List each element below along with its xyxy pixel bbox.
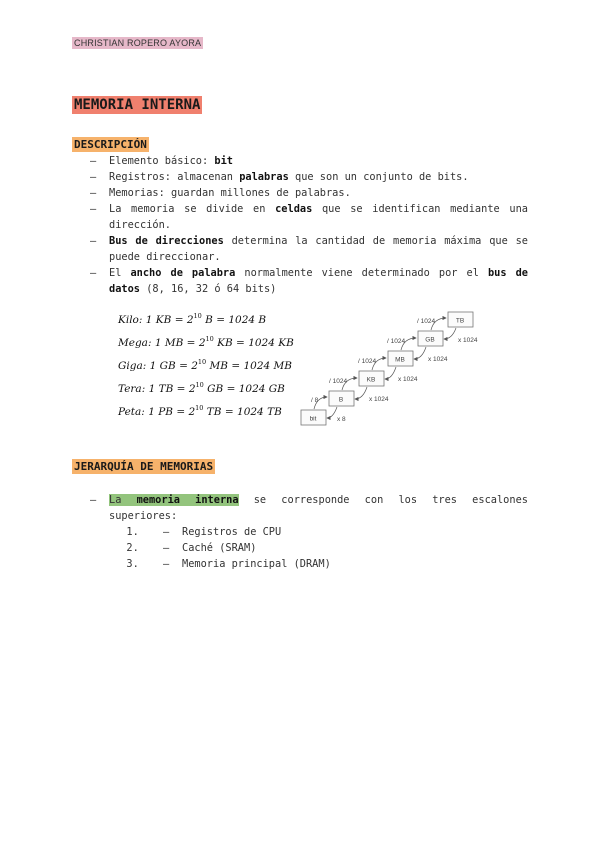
list-item: – Bus de direcciones determina la cantidad de memoria máxima que se puede direccionar. — [72, 233, 528, 265]
box-label: TB — [455, 317, 465, 325]
unit-conversion-diagram — [298, 308, 488, 432]
list-item: – El ancho de palabra normalmente viene determinado por el bus de datos (8, 16, 32 ó 64 bits) — [72, 265, 528, 297]
list-item: – 2. Caché (SRAM) — [145, 540, 528, 556]
section-heading-descripcion: DESCRIPCIÓN — [74, 138, 147, 151]
box-label: B — [338, 396, 344, 404]
formula-peta: Peta: 1 PB = $2^{10}$ TB = 1024 TB — [118, 404, 282, 418]
multiply-label: x 1024 — [458, 337, 478, 344]
arrow-down — [414, 347, 426, 359]
list-item: – Elemento básico: bit — [72, 153, 528, 169]
formula-kilo: Kilo: 1 KB = $2^{10}$ B = 1024 B — [118, 312, 267, 326]
descripcion-list — [72, 153, 528, 297]
formula-giga: Giga: 1 GB = $2^{10}$ MB = 1024 MB — [118, 358, 293, 372]
arrow-down — [327, 407, 337, 418]
section-heading-jerarquia: JERARQUÍA DE MEMORIAS — [74, 460, 214, 473]
divide-label: / 1024 — [417, 318, 436, 325]
box-label: bit — [309, 415, 317, 423]
divide-label: / 1024 — [358, 358, 377, 365]
list-item: – 3. Memoria principal (DRAM) — [145, 556, 528, 572]
author-name: CHRISTIAN ROPERO AYORA — [74, 38, 202, 48]
list-item: – 1. Registros de CPU — [145, 524, 528, 540]
multiply-label: x 1024 — [398, 376, 418, 383]
hierarchy-levels — [109, 524, 528, 572]
box-label: MB — [395, 356, 405, 364]
divide-label: / 8 — [311, 397, 319, 404]
list-item: – Registros: almacenan palabras que son un conjunto de bits. — [72, 169, 528, 185]
arrow-down — [385, 367, 396, 379]
formula-mega: Mega: 1 MB = $2^{10}$ KB = 1024 KB — [118, 335, 294, 349]
box-label: GB — [425, 336, 435, 344]
multiply-label: x 1024 — [428, 356, 448, 363]
divide-label: / 1024 — [329, 378, 348, 385]
list-item: – La memoria interna se corresponde con los tres escalones superiores: – 1. Registros de CPU – 2. Caché (SRAM) – 3. Memoria principal (DRAM) — [72, 492, 528, 572]
unit-formulas — [118, 305, 294, 420]
divide-label: / 1024 — [387, 338, 406, 345]
jerarquia-list — [72, 492, 528, 572]
formula-tera: Tera: 1 TB = $2^{10}$ GB = 1024 GB — [118, 381, 285, 395]
page-title: MEMORIA INTERNA — [74, 97, 201, 113]
arrow-down — [444, 328, 456, 339]
arrow-down — [355, 387, 367, 399]
multiply-label: x 1024 — [369, 396, 389, 403]
box-label: KB — [366, 376, 376, 384]
list-item: – Memorias: guardan millones de palabras. — [72, 185, 528, 201]
list-item: – La memoria se divide en celdas que se identifican mediante una dirección. — [72, 201, 528, 233]
multiply-label: x 8 — [337, 416, 346, 423]
